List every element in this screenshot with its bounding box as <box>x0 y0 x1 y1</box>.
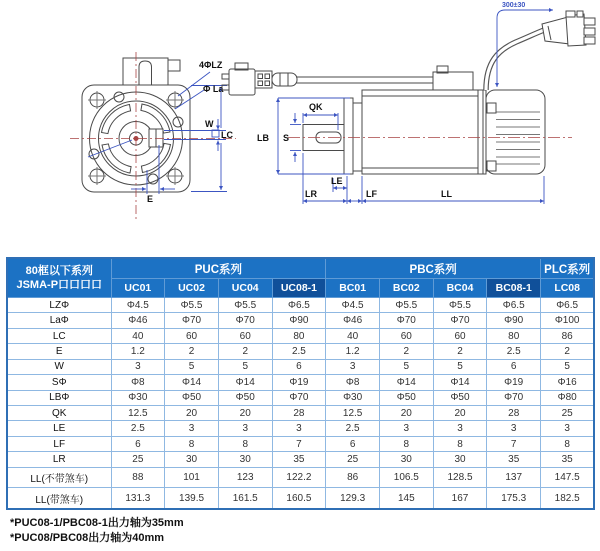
corner-header <box>7 258 111 298</box>
dim-label-w: W <box>205 119 214 129</box>
row-label: LC <box>7 328 111 343</box>
col-header-bc04: BC04 <box>433 279 487 298</box>
cell: Φ30 <box>326 390 380 405</box>
cell: 167 <box>433 488 487 509</box>
dim-label-le: LE <box>331 176 343 186</box>
row-label: LE <box>7 421 111 436</box>
dim-label-s: S <box>283 133 290 143</box>
cell: 3 <box>218 421 272 436</box>
cell: 30 <box>433 452 487 467</box>
group-header-pbc: PBC系列 <box>326 258 541 279</box>
motor-body <box>362 90 486 174</box>
cell: 5 <box>379 359 433 374</box>
power-plug-icon <box>566 14 586 46</box>
cell: 160.5 <box>272 488 326 509</box>
cell: Φ90 <box>487 313 541 328</box>
cell: 182.5 <box>541 488 595 509</box>
row-label: LL(不带煞车) <box>7 467 111 488</box>
cell: 35 <box>541 452 595 467</box>
cell: Φ50 <box>433 390 487 405</box>
cell: Φ46 <box>111 313 165 328</box>
series-group-row <box>7 258 594 279</box>
row-label: LaΦ <box>7 313 111 328</box>
dim-label-phila: Φ La <box>203 84 224 94</box>
cell: Φ14 <box>165 375 219 390</box>
cell: 122.2 <box>272 467 326 488</box>
spec-row <box>7 452 594 467</box>
spec-row <box>7 488 594 509</box>
group-header-puc: PUC系列 <box>111 258 326 279</box>
row-label: LL(带煞车) <box>7 488 111 509</box>
dim-label-lr: LR <box>305 189 317 199</box>
cell: 8 <box>541 436 595 451</box>
cell: Φ90 <box>272 313 326 328</box>
cell: 6 <box>111 436 165 451</box>
col-header-bc02: BC02 <box>379 279 433 298</box>
cell: 175.3 <box>487 488 541 509</box>
cell: 12.5 <box>326 405 380 420</box>
cell: Φ70 <box>433 313 487 328</box>
motor-dimension-drawing <box>0 0 600 252</box>
cell: 80 <box>272 328 326 343</box>
cell: Φ16 <box>541 375 595 390</box>
col-header-uc02: UC02 <box>165 279 219 298</box>
rear-ribs <box>496 112 540 164</box>
cell: 3 <box>326 359 380 374</box>
row-label: LBΦ <box>7 390 111 405</box>
footnote-2: *PUC08/PBC08出力轴为40mm <box>10 532 165 544</box>
cell: 8 <box>218 436 272 451</box>
cell: Φ46 <box>326 313 380 328</box>
col-header-uc01: UC01 <box>111 279 165 298</box>
spec-row <box>7 467 594 488</box>
group-header-plc: PLC系列 <box>541 258 595 279</box>
cell: Φ5.5 <box>433 298 487 313</box>
cell: 2.5 <box>272 344 326 359</box>
cell: 60 <box>433 328 487 343</box>
cell: 3 <box>165 421 219 436</box>
spec-row <box>7 313 594 328</box>
cell: 30 <box>218 452 272 467</box>
row-label: QK <box>7 405 111 420</box>
cell: 30 <box>165 452 219 467</box>
dim-label-cable-length: 300±30 <box>502 2 526 9</box>
cell: Φ4.5 <box>326 298 380 313</box>
dim-label-4philz: 4ΦLZ <box>199 60 223 70</box>
cell: 2.5 <box>487 344 541 359</box>
col-header-uc08-1: UC08-1 <box>272 279 326 298</box>
cell: 35 <box>487 452 541 467</box>
cell: Φ50 <box>379 390 433 405</box>
cell: Φ70 <box>487 390 541 405</box>
cell: 20 <box>379 405 433 420</box>
cell: 6 <box>487 359 541 374</box>
cell: 2 <box>433 344 487 359</box>
cell: 25 <box>541 405 595 420</box>
cell: 101 <box>165 467 219 488</box>
cell: 3 <box>487 421 541 436</box>
spec-row <box>7 405 594 420</box>
cell: 5 <box>165 359 219 374</box>
cell: 3 <box>433 421 487 436</box>
row-label: SΦ <box>7 375 111 390</box>
cell: Φ80 <box>541 390 595 405</box>
cell: 86 <box>326 467 380 488</box>
cell: 60 <box>218 328 272 343</box>
cell: Φ14 <box>218 375 272 390</box>
dim-label-qk: QK <box>309 102 323 112</box>
cell: 7 <box>487 436 541 451</box>
cell: 128.5 <box>433 467 487 488</box>
spec-table-container <box>6 257 595 510</box>
cell: 3 <box>541 421 595 436</box>
cell: 3 <box>379 421 433 436</box>
cell: 2.5 <box>111 421 165 436</box>
cell: 28 <box>272 405 326 420</box>
spec-row <box>7 298 594 313</box>
cell: 139.5 <box>165 488 219 509</box>
mounting-hole-icon <box>88 91 106 109</box>
cell: 1.2 <box>326 344 380 359</box>
spec-row <box>7 390 594 405</box>
col-header-bc01: BC01 <box>326 279 380 298</box>
cell: 131.3 <box>111 488 165 509</box>
spec-row <box>7 359 594 374</box>
cell: 35 <box>272 452 326 467</box>
cell: 137 <box>487 467 541 488</box>
row-label: LR <box>7 452 111 467</box>
cell: 2 <box>218 344 272 359</box>
cell: Φ6.5 <box>487 298 541 313</box>
cell: 3 <box>272 421 326 436</box>
cell: 2 <box>379 344 433 359</box>
cell: 20 <box>433 405 487 420</box>
cell: 6 <box>326 436 380 451</box>
cell: 80 <box>487 328 541 343</box>
cell: Φ6.5 <box>541 298 595 313</box>
cell: 5 <box>433 359 487 374</box>
dim-label-ll: LL <box>441 189 452 199</box>
cell: 8 <box>379 436 433 451</box>
cell: 28 <box>487 405 541 420</box>
spec-row <box>7 421 594 436</box>
cell: Φ50 <box>165 390 219 405</box>
cell: 123 <box>218 467 272 488</box>
spec-row <box>7 375 594 390</box>
cell: 88 <box>111 467 165 488</box>
col-header-bc08-1: BC08-1 <box>487 279 541 298</box>
dim-label-lf: LF <box>366 189 377 199</box>
cell: Φ70 <box>165 313 219 328</box>
cell: Φ19 <box>272 375 326 390</box>
cell: 20 <box>218 405 272 420</box>
cell: Φ4.5 <box>111 298 165 313</box>
cell: 1.2 <box>111 344 165 359</box>
spec-row <box>7 436 594 451</box>
row-label: LZΦ <box>7 298 111 313</box>
mounting-hole-icon <box>166 167 184 185</box>
spec-row <box>7 344 594 359</box>
spec-row <box>7 328 594 343</box>
cell: 145 <box>379 488 433 509</box>
cell: Φ8 <box>326 375 380 390</box>
cell: 25 <box>326 452 380 467</box>
cell: 6 <box>272 359 326 374</box>
cell: 2 <box>165 344 219 359</box>
cell: 5 <box>541 359 595 374</box>
row-label: LF <box>7 436 111 451</box>
cell: Φ14 <box>379 375 433 390</box>
cell: 40 <box>111 328 165 343</box>
cell: 161.5 <box>218 488 272 509</box>
row-label: W <box>7 359 111 374</box>
cell: Φ5.5 <box>379 298 433 313</box>
footnote-1: *PUC08-1/PBC08-1出力轴为35mm <box>10 517 184 529</box>
front-connector-icon <box>123 58 180 85</box>
cell: 106.5 <box>379 467 433 488</box>
cell: Φ70 <box>379 313 433 328</box>
encoder-cable <box>222 63 473 95</box>
cell: 129.3 <box>326 488 380 509</box>
cell: Φ70 <box>218 313 272 328</box>
cell: 60 <box>379 328 433 343</box>
cell: 8 <box>165 436 219 451</box>
cell: 30 <box>379 452 433 467</box>
cell: 12.5 <box>111 405 165 420</box>
cell: Φ6.5 <box>272 298 326 313</box>
dim-label-lb: LB <box>257 133 269 143</box>
col-header-lc08: LC08 <box>541 279 595 298</box>
cell: 2 <box>541 344 595 359</box>
cell: Φ100 <box>541 313 595 328</box>
cell: 2.5 <box>326 421 380 436</box>
cell: Φ70 <box>272 390 326 405</box>
dim-label-lc: LC <box>221 130 233 140</box>
mounting-hole-icon <box>88 167 106 185</box>
cell: Φ14 <box>433 375 487 390</box>
cell: Φ50 <box>218 390 272 405</box>
cell: 147.5 <box>541 467 595 488</box>
cell: 86 <box>541 328 595 343</box>
cell: 3 <box>111 359 165 374</box>
footnotes <box>10 516 184 546</box>
cell: 40 <box>326 328 380 343</box>
corner-header-line2: JSMA-P口口口口 <box>16 279 103 291</box>
cell: 60 <box>165 328 219 343</box>
row-label: E <box>7 344 111 359</box>
cell: 5 <box>218 359 272 374</box>
cell: 20 <box>165 405 219 420</box>
cell: Φ5.5 <box>165 298 219 313</box>
cell: Φ8 <box>111 375 165 390</box>
col-header-uc04: UC04 <box>218 279 272 298</box>
power-cable <box>486 11 595 90</box>
dim-label-e: E <box>146 194 154 204</box>
corner-header-line1: 80框以下系列 <box>25 265 93 277</box>
cell: Φ30 <box>111 390 165 405</box>
cell: 7 <box>272 436 326 451</box>
spec-table <box>6 257 595 510</box>
cell: Φ5.5 <box>218 298 272 313</box>
cell: Φ19 <box>487 375 541 390</box>
cell: 25 <box>111 452 165 467</box>
cell: 8 <box>433 436 487 451</box>
